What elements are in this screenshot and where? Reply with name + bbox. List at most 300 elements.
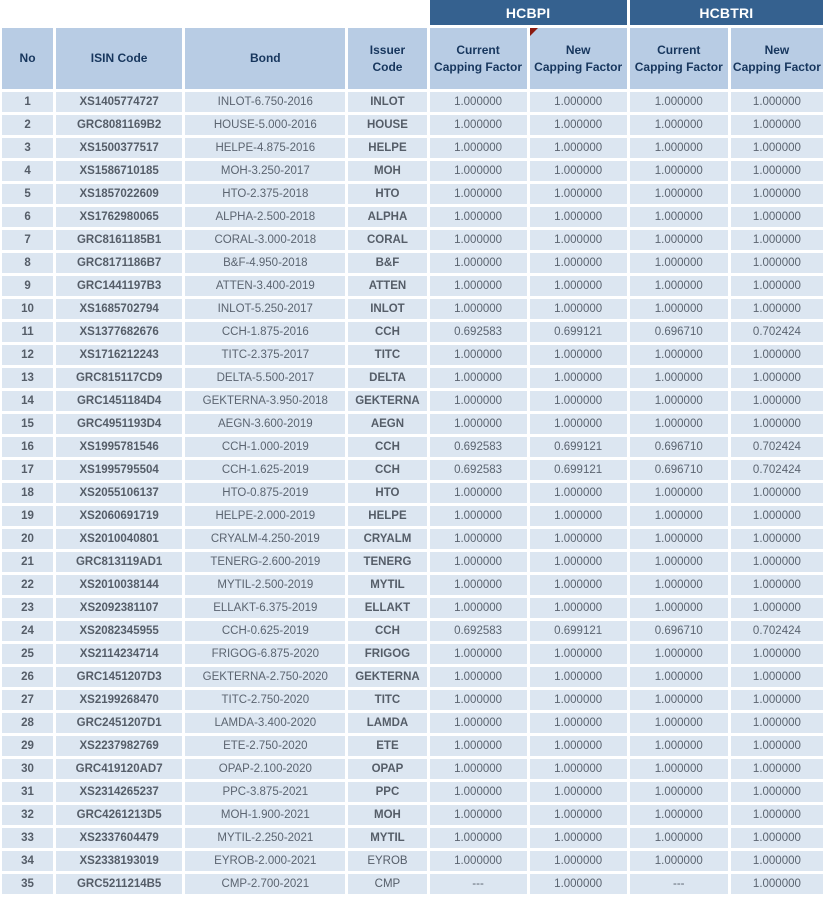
cell-hcbpi-new: 1.000000 <box>530 828 627 848</box>
cell-isin: XS2092381107 <box>56 598 182 618</box>
cell-isin: XS2199268470 <box>56 690 182 710</box>
cell-issuer: HOUSE <box>348 115 426 135</box>
table-row <box>2 644 823 664</box>
cell-issuer: GEKTERNA <box>348 391 426 411</box>
cell-hcbpi-current: 1.000000 <box>430 368 527 388</box>
cell-no: 11 <box>2 322 53 342</box>
table-body <box>2 92 823 894</box>
cell-hcbtri-new: 0.702424 <box>731 460 823 480</box>
cell-hcbpi-current: 0.692583 <box>430 460 527 480</box>
cell-no: 12 <box>2 345 53 365</box>
cell-hcbtri-new: 1.000000 <box>731 345 823 365</box>
cell-issuer: LAMDA <box>348 713 426 733</box>
cell-isin: XS2338193019 <box>56 851 182 871</box>
cell-hcbtri-current: 1.000000 <box>630 713 728 733</box>
cell-hcbpi-current: 1.000000 <box>430 207 527 227</box>
cell-hcbpi-current: 1.000000 <box>430 483 527 503</box>
cell-hcbpi-new: 1.000000 <box>530 138 627 158</box>
cell-hcbpi-new: 1.000000 <box>530 276 627 296</box>
cell-issuer: FRIGOG <box>348 644 426 664</box>
cell-hcbtri-new: 0.702424 <box>731 437 823 457</box>
table-row <box>2 276 823 296</box>
cell-hcbpi-current: 1.000000 <box>430 184 527 204</box>
cell-hcbtri-new: 1.000000 <box>731 644 823 664</box>
group-header-row <box>2 0 823 25</box>
cell-no: 15 <box>2 414 53 434</box>
table-row <box>2 598 823 618</box>
table-row <box>2 92 823 112</box>
cell-isin: XS1857022609 <box>56 184 182 204</box>
cell-no: 10 <box>2 299 53 319</box>
cell-hcbtri-new: 1.000000 <box>731 575 823 595</box>
cell-bond: OPAP-2.100-2020 <box>185 759 345 779</box>
cell-hcbtri-current: 1.000000 <box>630 299 728 319</box>
cell-hcbtri-new: 1.000000 <box>731 667 823 687</box>
table-row <box>2 345 823 365</box>
cell-hcbtri-new: 0.702424 <box>731 322 823 342</box>
col-header-bond: Bond <box>185 28 345 89</box>
cell-issuer: OPAP <box>348 759 426 779</box>
cell-bond: HTO-0.875-2019 <box>185 483 345 503</box>
cell-issuer: TITC <box>348 345 426 365</box>
cell-issuer: CCH <box>348 437 426 457</box>
cell-hcbpi-current: 1.000000 <box>430 299 527 319</box>
cell-hcbpi-new: 1.000000 <box>530 851 627 871</box>
table-row <box>2 322 823 342</box>
cell-bond: TITC-2.375-2017 <box>185 345 345 365</box>
cell-hcbpi-current: 0.692583 <box>430 437 527 457</box>
cell-isin: XS1377682676 <box>56 322 182 342</box>
cell-hcbtri-current: 1.000000 <box>630 690 728 710</box>
cell-hcbpi-new: 1.000000 <box>530 713 627 733</box>
table-row <box>2 253 823 273</box>
cell-hcbpi-current: 1.000000 <box>430 552 527 572</box>
cell-isin: GRC8161185B1 <box>56 230 182 250</box>
cell-hcbpi-current: 1.000000 <box>430 782 527 802</box>
cell-hcbtri-new: 1.000000 <box>731 736 823 756</box>
cell-bond: CORAL-3.000-2018 <box>185 230 345 250</box>
table-row <box>2 621 823 641</box>
cell-hcbpi-current: 1.000000 <box>430 667 527 687</box>
table-row <box>2 805 823 825</box>
cell-hcbpi-new: 1.000000 <box>530 161 627 181</box>
col-header-hcbtri-current-line2: Capping Factor <box>634 59 723 74</box>
cell-isin: GRC8171186B7 <box>56 253 182 273</box>
cell-hcbpi-new: 1.000000 <box>530 115 627 135</box>
cell-hcbtri-current: 1.000000 <box>630 138 728 158</box>
cell-hcbtri-current: 1.000000 <box>630 207 728 227</box>
cell-hcbtri-new: 1.000000 <box>731 690 823 710</box>
cell-no: 34 <box>2 851 53 871</box>
cell-hcbtri-new: 1.000000 <box>731 161 823 181</box>
cell-hcbpi-current: 1.000000 <box>430 253 527 273</box>
cell-hcbtri-new: 1.000000 <box>731 713 823 733</box>
cell-hcbtri-current: 1.000000 <box>630 851 728 871</box>
cell-issuer: CCH <box>348 621 426 641</box>
cell-hcbpi-current: 1.000000 <box>430 713 527 733</box>
cell-isin: XS2314265237 <box>56 782 182 802</box>
cell-hcbpi-new: 1.000000 <box>530 253 627 273</box>
cell-hcbtri-current: 1.000000 <box>630 368 728 388</box>
cell-bond: INLOT-5.250-2017 <box>185 299 345 319</box>
cell-hcbtri-current: 1.000000 <box>630 345 728 365</box>
cell-hcbpi-new: 1.000000 <box>530 414 627 434</box>
table-row <box>2 552 823 572</box>
cell-hcbtri-new: 1.000000 <box>731 483 823 503</box>
cell-isin: GRC815117CD9 <box>56 368 182 388</box>
table-row <box>2 828 823 848</box>
cell-bond: MYTIL-2.250-2021 <box>185 828 345 848</box>
col-header-no: No <box>2 28 53 89</box>
cell-hcbpi-current: 1.000000 <box>430 138 527 158</box>
table-row <box>2 851 823 871</box>
cell-no: 5 <box>2 184 53 204</box>
table-row <box>2 115 823 135</box>
cell-isin: GRC4951193D4 <box>56 414 182 434</box>
cell-hcbtri-new: 1.000000 <box>731 299 823 319</box>
cell-hcbtri-current: 1.000000 <box>630 575 728 595</box>
cell-hcbtri-new: 1.000000 <box>731 115 823 135</box>
cell-hcbtri-current: 1.000000 <box>630 529 728 549</box>
table-row <box>2 483 823 503</box>
cell-isin: XS1500377517 <box>56 138 182 158</box>
cell-no: 23 <box>2 598 53 618</box>
cell-issuer: MYTIL <box>348 575 426 595</box>
cell-bond: B&F-4.950-2018 <box>185 253 345 273</box>
cell-issuer: MOH <box>348 161 426 181</box>
cell-bond: CMP-2.700-2021 <box>185 874 345 894</box>
cell-hcbpi-current: 1.000000 <box>430 736 527 756</box>
cell-issuer: TENERG <box>348 552 426 572</box>
cell-isin: XS2337604479 <box>56 828 182 848</box>
cell-hcbpi-current: 1.000000 <box>430 529 527 549</box>
cell-no: 4 <box>2 161 53 181</box>
cell-isin: XS2237982769 <box>56 736 182 756</box>
cell-no: 6 <box>2 207 53 227</box>
cell-hcbpi-new: 1.000000 <box>530 805 627 825</box>
cell-hcbtri-current: 1.000000 <box>630 506 728 526</box>
cell-hcbtri-current: 1.000000 <box>630 736 728 756</box>
cell-hcbpi-new: 0.699121 <box>530 460 627 480</box>
cell-bond: HELPE-4.875-2016 <box>185 138 345 158</box>
col-header-hcbtri-new-line1: New <box>764 43 790 58</box>
cell-isin: XS1586710185 <box>56 161 182 181</box>
cell-hcbpi-current: 1.000000 <box>430 230 527 250</box>
cell-issuer: INLOT <box>348 299 426 319</box>
cell-hcbpi-current: 0.692583 <box>430 322 527 342</box>
cell-issuer: ELLAKT <box>348 598 426 618</box>
cell-hcbtri-new: 1.000000 <box>731 253 823 273</box>
cell-hcbpi-new: 1.000000 <box>530 690 627 710</box>
table-row <box>2 414 823 434</box>
cell-hcbpi-new: 1.000000 <box>530 92 627 112</box>
cell-no: 22 <box>2 575 53 595</box>
cell-hcbtri-current: 0.696710 <box>630 322 728 342</box>
cell-hcbtri-current: 1.000000 <box>630 552 728 572</box>
cell-hcbpi-new: 1.000000 <box>530 667 627 687</box>
cell-hcbtri-new: 1.000000 <box>731 138 823 158</box>
cell-isin: GRC1441197B3 <box>56 276 182 296</box>
cell-hcbpi-current: 1.000000 <box>430 851 527 871</box>
table-row <box>2 437 823 457</box>
cell-no: 16 <box>2 437 53 457</box>
table-row <box>2 391 823 411</box>
cell-hcbpi-new: 1.000000 <box>530 736 627 756</box>
table-row <box>2 460 823 480</box>
col-header-issuer-line1: Issuer <box>369 43 406 58</box>
cell-bond: CCH-0.625-2019 <box>185 621 345 641</box>
cell-isin: XS1995781546 <box>56 437 182 457</box>
cell-hcbpi-current: 1.000000 <box>430 759 527 779</box>
cell-no: 1 <box>2 92 53 112</box>
cell-bond: MOH-3.250-2017 <box>185 161 345 181</box>
cell-issuer: CCH <box>348 460 426 480</box>
cell-isin: XS1405774727 <box>56 92 182 112</box>
col-header-hcbtri-new <box>731 28 823 89</box>
cell-bond: ELLAKT-6.375-2019 <box>185 598 345 618</box>
col-header-hcbtri-current <box>630 28 728 89</box>
cell-hcbpi-new: 1.000000 <box>530 230 627 250</box>
cell-no: 35 <box>2 874 53 894</box>
cell-hcbpi-current: 1.000000 <box>430 414 527 434</box>
cell-hcbpi-current: 1.000000 <box>430 391 527 411</box>
cell-hcbtri-new: 1.000000 <box>731 207 823 227</box>
cell-hcbpi-new: 0.699121 <box>530 322 627 342</box>
cell-hcbpi-new: 1.000000 <box>530 874 627 894</box>
cell-hcbtri-new: 1.000000 <box>731 414 823 434</box>
cell-issuer: ETE <box>348 736 426 756</box>
cell-hcbtri-new: 1.000000 <box>731 276 823 296</box>
cell-hcbtri-current: 1.000000 <box>630 759 728 779</box>
cell-hcbtri-current: 1.000000 <box>630 115 728 135</box>
cell-bond: CCH-1.000-2019 <box>185 437 345 457</box>
cell-bond: CCH-1.625-2019 <box>185 460 345 480</box>
cell-issuer: CRYALM <box>348 529 426 549</box>
cell-hcbtri-current: 1.000000 <box>630 828 728 848</box>
cell-hcbtri-new: 1.000000 <box>731 506 823 526</box>
cell-hcbtri-current: 1.000000 <box>630 230 728 250</box>
cell-hcbpi-new: 1.000000 <box>530 598 627 618</box>
col-header-isin: ISIN Code <box>56 28 182 89</box>
cell-hcbpi-current: 1.000000 <box>430 115 527 135</box>
cell-bond: ALPHA-2.500-2018 <box>185 207 345 227</box>
cell-hcbtri-current: --- <box>630 874 728 894</box>
cell-hcbtri-new: 1.000000 <box>731 805 823 825</box>
cell-no: 2 <box>2 115 53 135</box>
cell-hcbtri-current: 1.000000 <box>630 483 728 503</box>
cell-isin: GRC1451184D4 <box>56 391 182 411</box>
table-row <box>2 161 823 181</box>
col-header-hcbpi-current-line1: Current <box>456 43 500 58</box>
col-header-hcbpi-new-line2: Capping Factor <box>534 59 623 74</box>
cell-hcbpi-current: 1.000000 <box>430 276 527 296</box>
cell-isin: XS2010040801 <box>56 529 182 549</box>
cell-hcbtri-current: 1.000000 <box>630 782 728 802</box>
cell-bond: CRYALM-4.250-2019 <box>185 529 345 549</box>
cell-issuer: CMP <box>348 874 426 894</box>
cell-isin: XS2055106137 <box>56 483 182 503</box>
cell-hcbpi-new: 1.000000 <box>530 529 627 549</box>
cell-no: 29 <box>2 736 53 756</box>
col-header-hcbtri-new-line2: Capping Factor <box>732 59 821 74</box>
cell-isin: GRC2451207D1 <box>56 713 182 733</box>
group-header-hcbtri: HCBTRI <box>630 0 823 25</box>
table-row <box>2 230 823 250</box>
cell-bond: ATTEN-3.400-2019 <box>185 276 345 296</box>
cell-bond: HTO-2.375-2018 <box>185 184 345 204</box>
cell-no: 26 <box>2 667 53 687</box>
cell-bond: MYTIL-2.500-2019 <box>185 575 345 595</box>
cell-hcbpi-current: 1.000000 <box>430 690 527 710</box>
cell-hcbpi-new: 1.000000 <box>530 184 627 204</box>
cell-hcbtri-current: 1.000000 <box>630 92 728 112</box>
cell-hcbpi-current: 1.000000 <box>430 161 527 181</box>
cell-hcbpi-new: 1.000000 <box>530 207 627 227</box>
cell-no: 8 <box>2 253 53 273</box>
cell-hcbpi-new: 1.000000 <box>530 368 627 388</box>
cell-issuer: DELTA <box>348 368 426 388</box>
cell-hcbpi-current: 1.000000 <box>430 828 527 848</box>
cell-bond: FRIGOG-6.875-2020 <box>185 644 345 664</box>
cell-bond: ETE-2.750-2020 <box>185 736 345 756</box>
cell-hcbpi-new: 1.000000 <box>530 345 627 365</box>
table-row <box>2 736 823 756</box>
cell-bond: DELTA-5.500-2017 <box>185 368 345 388</box>
cell-bond: GEKTERNA-3.950-2018 <box>185 391 345 411</box>
table-row <box>2 368 823 388</box>
cell-issuer: HTO <box>348 483 426 503</box>
cell-isin: GRC1451207D3 <box>56 667 182 687</box>
cell-hcbtri-new: 1.000000 <box>731 782 823 802</box>
cell-hcbtri-current: 1.000000 <box>630 253 728 273</box>
cell-no: 30 <box>2 759 53 779</box>
cell-isin: XS1685702794 <box>56 299 182 319</box>
cell-no: 20 <box>2 529 53 549</box>
cell-isin: XS2114234714 <box>56 644 182 664</box>
cell-hcbtri-current: 1.000000 <box>630 391 728 411</box>
cell-no: 31 <box>2 782 53 802</box>
cell-hcbpi-new: 1.000000 <box>530 759 627 779</box>
cell-isin: XS2082345955 <box>56 621 182 641</box>
cell-hcbtri-current: 1.000000 <box>630 644 728 664</box>
cell-hcbtri-new: 1.000000 <box>731 828 823 848</box>
cell-hcbpi-new: 0.699121 <box>530 437 627 457</box>
cell-hcbtri-new: 0.702424 <box>731 621 823 641</box>
cell-hcbtri-new: 1.000000 <box>731 391 823 411</box>
cell-hcbtri-current: 1.000000 <box>630 598 728 618</box>
cell-no: 32 <box>2 805 53 825</box>
cell-issuer: HELPE <box>348 138 426 158</box>
cell-no: 13 <box>2 368 53 388</box>
cell-isin: XS2060691719 <box>56 506 182 526</box>
table-row <box>2 667 823 687</box>
col-header-issuer-line2: Code <box>372 59 403 74</box>
cell-hcbtri-new: 1.000000 <box>731 230 823 250</box>
cell-no: 18 <box>2 483 53 503</box>
table-row <box>2 759 823 779</box>
cell-hcbpi-new: 1.000000 <box>530 644 627 664</box>
cell-no: 7 <box>2 230 53 250</box>
table-row <box>2 874 823 894</box>
cell-no: 24 <box>2 621 53 641</box>
cell-hcbtri-new: 1.000000 <box>731 529 823 549</box>
cell-hcbpi-new: 0.699121 <box>530 621 627 641</box>
cell-hcbtri-current: 0.696710 <box>630 460 728 480</box>
cell-isin: XS1762980065 <box>56 207 182 227</box>
group-header-hcbpi: HCBPI <box>430 0 627 25</box>
cell-issuer: GEKTERNA <box>348 667 426 687</box>
cell-no: 9 <box>2 276 53 296</box>
cell-hcbpi-current: 1.000000 <box>430 92 527 112</box>
cell-isin: XS1716212243 <box>56 345 182 365</box>
table-row <box>2 690 823 710</box>
table-row <box>2 207 823 227</box>
cell-hcbpi-new: 1.000000 <box>530 391 627 411</box>
cell-bond: INLOT-6.750-2016 <box>185 92 345 112</box>
cell-issuer: HTO <box>348 184 426 204</box>
cell-isin: XS2010038144 <box>56 575 182 595</box>
col-header-issuer <box>348 28 426 89</box>
cell-hcbpi-new: 1.000000 <box>530 782 627 802</box>
cell-hcbpi-new: 1.000000 <box>530 552 627 572</box>
cell-isin: GRC5211214B5 <box>56 874 182 894</box>
cell-hcbpi-current: 1.000000 <box>430 805 527 825</box>
cell-issuer: HELPE <box>348 506 426 526</box>
table-row <box>2 299 823 319</box>
cell-issuer: MOH <box>348 805 426 825</box>
cell-bond: TITC-2.750-2020 <box>185 690 345 710</box>
cell-hcbtri-new: 1.000000 <box>731 184 823 204</box>
cell-hcbpi-current: 1.000000 <box>430 506 527 526</box>
cell-isin: GRC8081169B2 <box>56 115 182 135</box>
table-row <box>2 713 823 733</box>
comment-indicator-icon <box>530 28 538 36</box>
cell-bond: AEGN-3.600-2019 <box>185 414 345 434</box>
cell-issuer: CORAL <box>348 230 426 250</box>
cell-hcbpi-new: 1.000000 <box>530 299 627 319</box>
cell-hcbtri-current: 1.000000 <box>630 805 728 825</box>
table-row <box>2 529 823 549</box>
col-header-hcbpi-current-line2: Capping Factor <box>434 59 523 74</box>
cell-no: 27 <box>2 690 53 710</box>
empty-corner <box>2 0 427 25</box>
cell-hcbtri-current: 1.000000 <box>630 276 728 296</box>
cell-hcbtri-new: 1.000000 <box>731 552 823 572</box>
cell-hcbpi-new: 1.000000 <box>530 483 627 503</box>
cell-issuer: ATTEN <box>348 276 426 296</box>
table-row <box>2 782 823 802</box>
cell-hcbtri-current: 1.000000 <box>630 414 728 434</box>
cell-hcbtri-current: 0.696710 <box>630 437 728 457</box>
cell-hcbtri-current: 0.696710 <box>630 621 728 641</box>
cell-no: 25 <box>2 644 53 664</box>
column-header-row <box>2 28 823 89</box>
cell-hcbtri-new: 1.000000 <box>731 598 823 618</box>
cell-hcbpi-current: 1.000000 <box>430 644 527 664</box>
cell-hcbtri-new: 1.000000 <box>731 92 823 112</box>
cell-bond: CCH-1.875-2016 <box>185 322 345 342</box>
cell-issuer: ALPHA <box>348 207 426 227</box>
cell-hcbpi-new: 1.000000 <box>530 575 627 595</box>
cell-issuer: PPC <box>348 782 426 802</box>
cell-bond: HOUSE-5.000-2016 <box>185 115 345 135</box>
table-row <box>2 506 823 526</box>
cell-bond: LAMDA-3.400-2020 <box>185 713 345 733</box>
cell-isin: GRC813119AD1 <box>56 552 182 572</box>
col-header-hcbpi-new-line1: New <box>565 43 591 58</box>
cell-hcbtri-new: 1.000000 <box>731 759 823 779</box>
cell-isin: XS1995795504 <box>56 460 182 480</box>
